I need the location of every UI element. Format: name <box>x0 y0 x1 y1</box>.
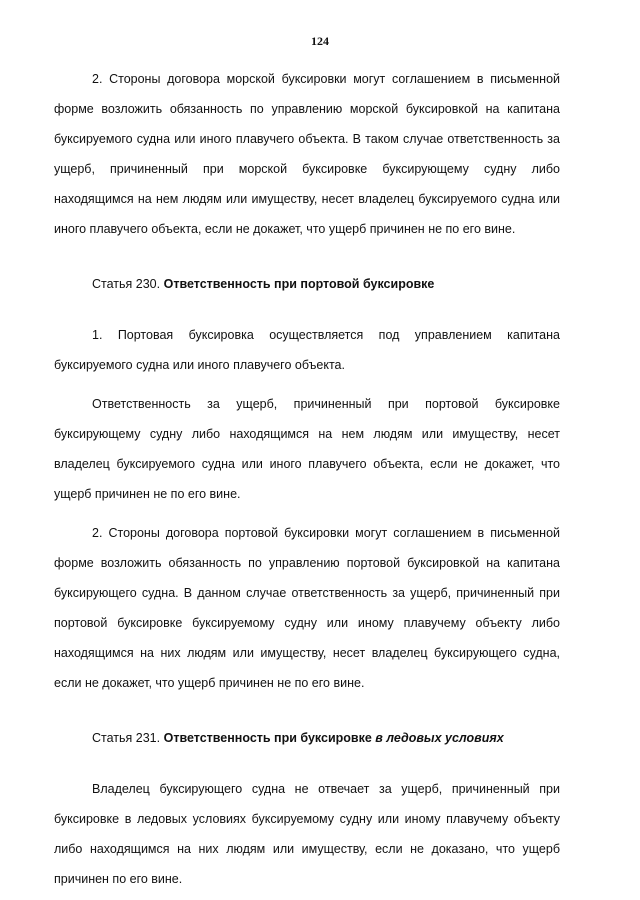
article-230-number: Статья 230. <box>92 277 161 291</box>
article-231-title-main: Ответственность при буксировке <box>163 731 372 745</box>
page-number: 124 <box>311 34 329 48</box>
article-230-paragraph-1: 1. Портовая буксировка осуществляется под управлением капитана буксируемого судна или иного плавучего объекта. <box>54 328 560 372</box>
paragraph-towage-sea: 2. Стороны договора морской буксировки могут соглашением в письменной форме возложить обязанность по управлению морской буксировкой на капитана буксируемого судна или иного плавучего объекта. В таком случае ответственность за ущерб, причиненный при морской буксировке буксирующему судну либо находящимся на нем людям или имуществу, несет владелец буксируемого судна или иного плавучего объекта, если не докажет, что ущерб причинен не по его вине. <box>54 72 560 236</box>
article-231-title <box>164 731 504 745</box>
article-230-heading <box>54 274 560 294</box>
article-231-title-italic: в ледовых условиях <box>375 731 504 745</box>
article-231-paragraph-1: Владелец буксирующего судна не отвечает за ущерб, причиненный при буксировке в ледовых условиях буксируемому судну или иному плавучему объекту либо находящимся на них людям или имуществу, если не доказано, что ущерб причинен по его вине. <box>54 782 560 886</box>
article-231-number: Статья 231. <box>92 731 161 745</box>
article-230-paragraph-2: Ответственность за ущерб, причиненный при портовой буксировке буксирующему судну либо находящимся на нем людям или имуществу, несет владелец буксируемого судна или иного плавучего объекта, если не докажет, что ущерб причинен не по его вине. <box>54 397 560 501</box>
document-body <box>54 64 560 894</box>
article-231-heading <box>54 728 560 748</box>
article-230-title: Ответственность при портовой буксировке <box>163 277 435 291</box>
article-230-paragraph-3: 2. Стороны договора портовой буксировки могут соглашением в письменной форме возложить обязанность по управлению портовой буксировкой на капитана буксирующего судна. В данном случае ответственность за ущерб, причиненный при портовой буксировке буксируемому судну или иному плавучему объекту либо находящимся на них людям или имуществу, несет владелец буксирующего судна, если не докажет, что ущерб причинен не по его вине. <box>54 526 560 690</box>
